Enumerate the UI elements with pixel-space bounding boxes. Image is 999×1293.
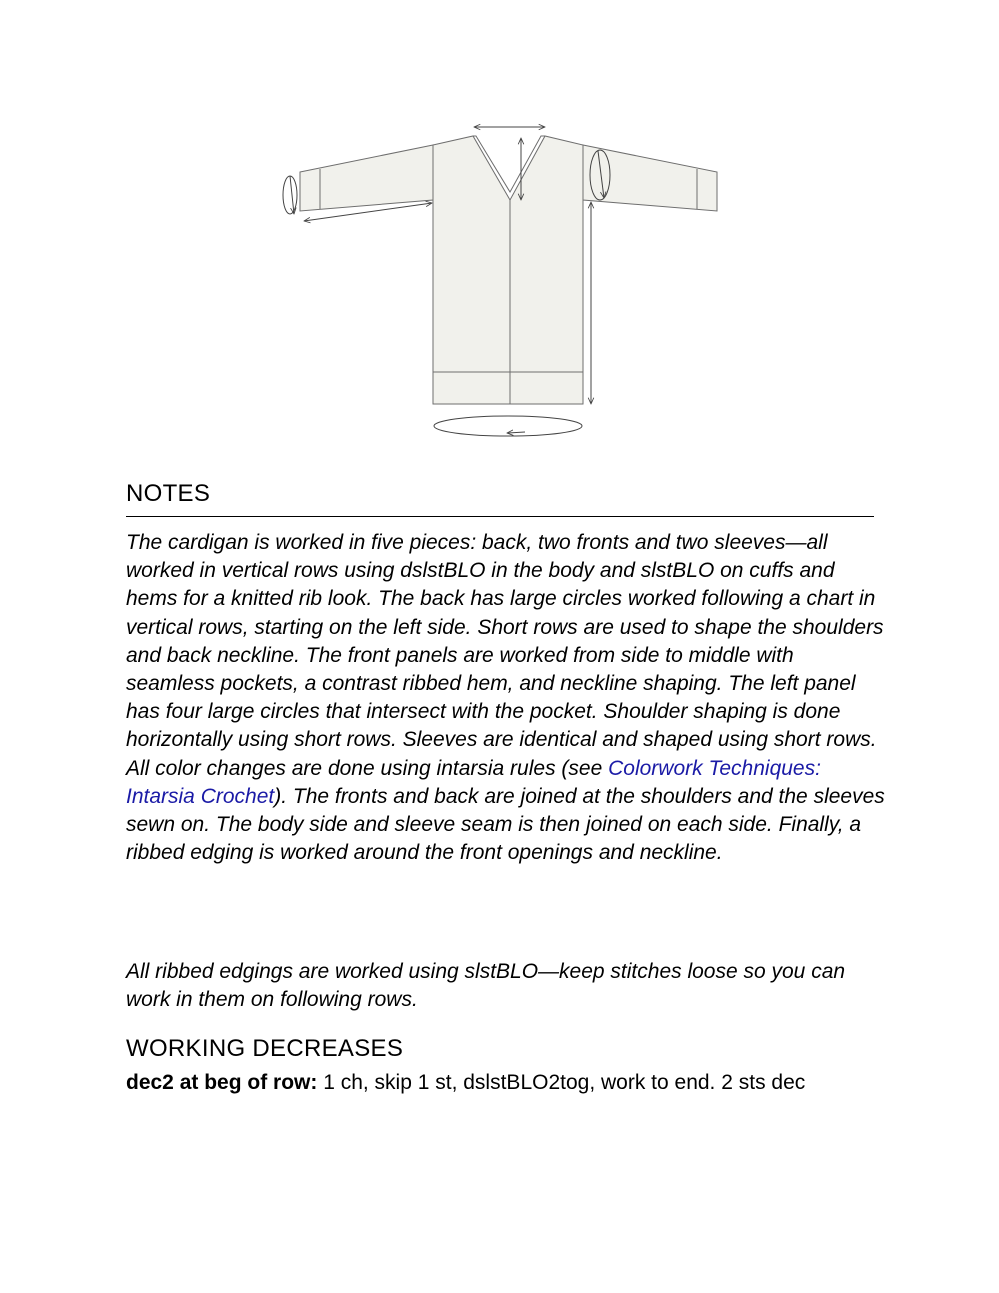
working-decreases-heading: WORKING DECREASES (126, 1035, 404, 1062)
cardigan-schematic-diagram (0, 0, 999, 460)
notes-text-before-link: The cardigan is worked in five pieces: back, two fronts and two sleeves—all worked in vertical rows using dslstBLO in the body and slstBLO on cuffs and hems for a knitted rib look. The back has large circles worked following a chart in vertical rows, starting on the left side. Short rows are used to shape the shoulders and back neckline. The front panels are worked from side to middle with seamless pockets, a contrast ribbed hem, and neckline shaping. The left panel has four large circles that intersect with the pocket. Shoulder shaping is done horizontally using short rows. Sleeves are identical and shaped using short rows. All color changes are done using intarsia rules (see (126, 531, 884, 780)
notes-paragraph-1 (126, 529, 886, 867)
cardigan-body (433, 136, 583, 404)
notes-text-after-link: ). The fronts and back are joined at the shoulders and the sleeves sewn on. The body side and sleeve seam is then joined on each side. Finally, a ribbed edging is worked around the front openings and neckline. (126, 784, 885, 865)
notes-paragraph-2: All ribbed edgings are worked using slstBLO—keep stitches loose so you can work in them on following rows. (126, 960, 846, 1012)
colorwork-techniques-link[interactable]: Colorwork Techniques: Intarsia Crochet (126, 756, 821, 808)
cuff-circumference-ellipse (283, 176, 297, 214)
notes-divider (126, 516, 874, 517)
dec2-definition (126, 1069, 846, 1097)
dec2-term: dec2 at beg of row: (126, 1071, 318, 1094)
notes-heading: NOTES (126, 480, 211, 507)
dec2-description: 1 ch, skip 1 st, dslstBLO2tog, work to end. 2 sts dec (317, 1071, 806, 1094)
